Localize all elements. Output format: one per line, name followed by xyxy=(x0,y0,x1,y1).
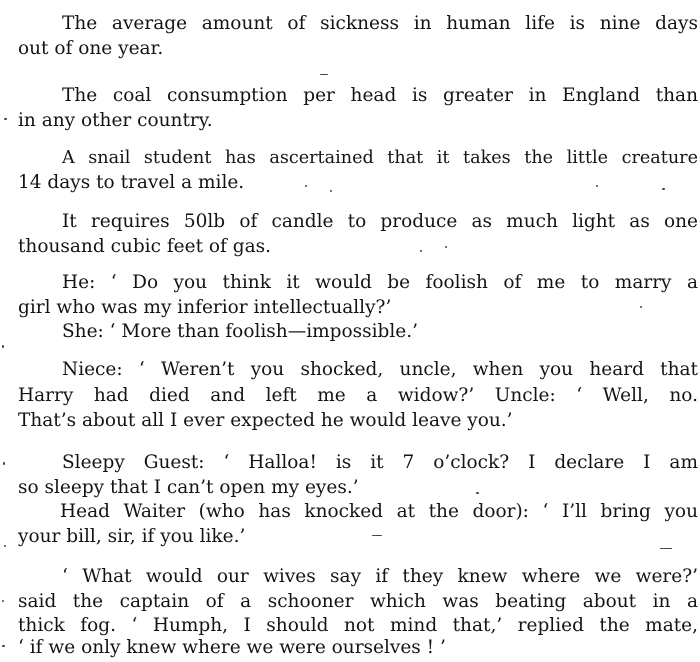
text-line: in any other country. xyxy=(18,110,213,131)
scan-speck xyxy=(3,462,5,465)
text-line: It requires 50lb of candle to produce as much light as one xyxy=(62,211,698,232)
text-line: 14 days to travel a mile. xyxy=(18,172,245,193)
scan-speck xyxy=(662,188,665,190)
text-line: ‘ if we only knew where we were ourselves ! ’ xyxy=(18,637,446,658)
scan-speck xyxy=(640,306,642,308)
text-line: out of one year. xyxy=(18,38,164,59)
text-line: ‘ What would our wives say if they knew where we were?’ xyxy=(62,566,698,587)
text-line: so sleepy that I can’t open my eyes.’ xyxy=(18,477,359,498)
scan-speck xyxy=(420,250,422,252)
text-line: your bill, sir, if you like.’ xyxy=(18,526,246,547)
text-line: girl who was my inferior intellectually?’ xyxy=(18,297,392,318)
text-line: Niece: ‘ Weren’t you shocked, uncle, when you heard that xyxy=(62,359,698,380)
scan-speck xyxy=(2,600,4,602)
scan-speck xyxy=(476,492,479,494)
text-line: said the captain of a schooner which was beating about in a xyxy=(18,591,698,612)
text-line: The average amount of sickness in human life is nine days xyxy=(62,13,698,34)
scan-speck xyxy=(320,74,328,75)
text-line: She: ‘ More than foolish—impossible.’ xyxy=(62,321,419,342)
scan-speck xyxy=(305,185,307,187)
scan-speck xyxy=(2,345,4,348)
scan-speck xyxy=(660,548,672,549)
scan-speck xyxy=(372,535,382,536)
scan-speck xyxy=(596,185,598,187)
scan-speck xyxy=(4,545,6,547)
text-line: That’s about all I ever expected he would leave you.’ xyxy=(18,410,513,431)
text-line: The coal consumption per head is greater in England than xyxy=(62,85,698,106)
text-line: Head Waiter (who has knocked at the door): ‘ I’ll bring you xyxy=(60,501,698,522)
text-line: A snail student has ascertained that it takes the little creature xyxy=(62,148,698,168)
scan-speck xyxy=(330,190,332,192)
scan-speck xyxy=(4,118,7,120)
scan-speck xyxy=(2,645,5,647)
scan-speck xyxy=(445,246,447,248)
text-line: Harry had died and left me a widow?’ Uncle: ‘ Well, no. xyxy=(18,385,698,406)
text-line: thick fog. ‘ Humph, I should not mind that,’ replied the mate, xyxy=(18,615,698,636)
text-line: He: ‘ Do you think it would be foolish of me to marry a xyxy=(62,272,698,293)
text-line: thousand cubic feet of gas. xyxy=(18,236,272,257)
text-line: Sleepy Guest: ‘ Halloa! is it 7 o’clock? I declare I am xyxy=(62,452,698,473)
